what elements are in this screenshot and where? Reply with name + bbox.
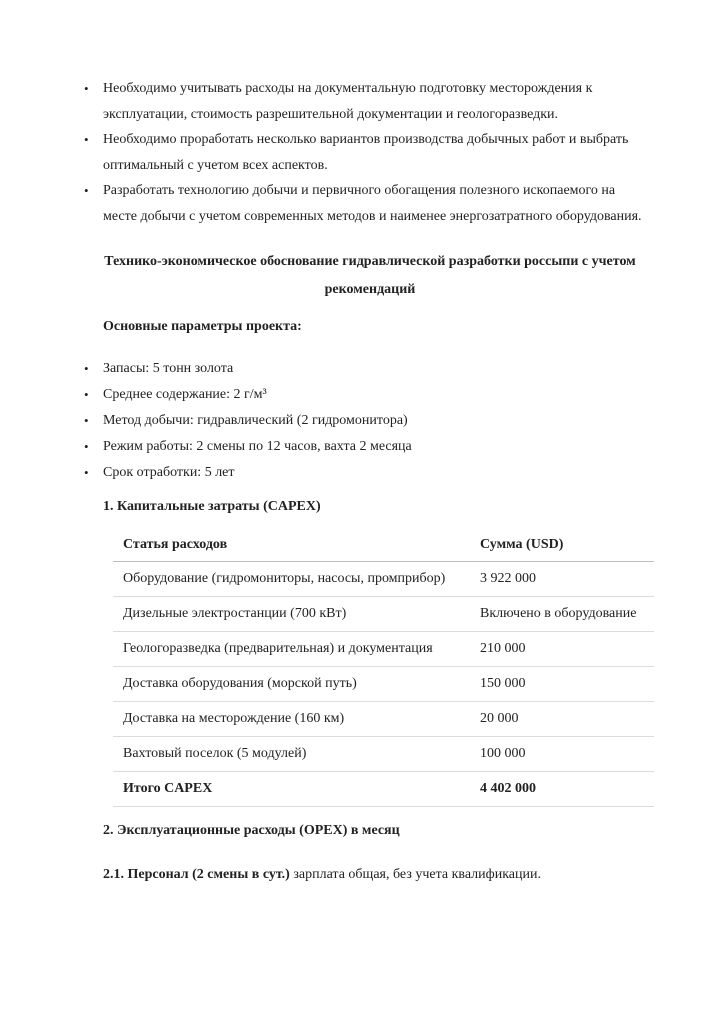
cell-amount: 150 000 [470, 667, 654, 702]
cell-amount: Включено в оборудование [470, 597, 654, 632]
list-item-text-line: месте добычи с учетом современных методов и наименее энергозатратного оборудования. [103, 208, 642, 224]
cell-item: Доставка оборудования (морской путь) [113, 667, 470, 702]
document-title [80, 248, 660, 304]
column-header-item: Статья расходов [113, 528, 470, 562]
cell-amount: 210 000 [470, 632, 654, 667]
cell-amount: 100 000 [470, 737, 654, 772]
list-item [80, 382, 680, 408]
capex-heading: 1. Капитальные затраты (CAPEX) [103, 499, 321, 514]
list-item-text-line: Необходимо проработать несколько вариантов производства добычных работ и выбрать [103, 132, 629, 147]
bullet-icon: • [84, 439, 89, 454]
bullet-icon: • [84, 361, 89, 376]
intro-bullet-list [80, 76, 680, 229]
params-bullet-list [80, 356, 680, 486]
cell-total-amount: 4 402 000 [470, 772, 654, 807]
cell-amount: 3 922 000 [470, 562, 654, 597]
cell-total-label: Итого CAPEX [113, 772, 470, 807]
bullet-icon: • [84, 413, 89, 428]
table-row [113, 702, 654, 737]
table-row [113, 562, 654, 597]
personnel-text: зарплата общая, без учета квалификации. [289, 867, 541, 882]
table-row [113, 632, 654, 667]
list-item [80, 460, 680, 486]
table-row [113, 597, 654, 632]
capex-table [113, 528, 654, 807]
cell-item: Оборудование (гидромониторы, насосы, промприбор) [113, 562, 470, 597]
list-item [80, 356, 680, 382]
personnel-paragraph [103, 867, 541, 883]
bullet-icon: • [84, 465, 89, 480]
personnel-label: 2.1. Персонал (2 смены в сут.) [103, 867, 290, 882]
cell-item: Геологоразведка (предварительная) и документация [113, 632, 470, 667]
table-total-row [113, 772, 654, 807]
list-item-text-line: Разработать технологию добычи и первичного обогащения полезного ископаемого на [103, 183, 616, 198]
list-item-text: Метод добычи: гидравлический (2 гидромонитора) [103, 413, 408, 428]
cell-amount: 20 000 [470, 702, 654, 737]
opex-heading: 2. Эксплуатационные расходы (OPEX) в месяц [103, 823, 400, 838]
list-item [80, 178, 680, 229]
list-item-text: Запасы: 5 тонн золота [103, 361, 234, 376]
list-item-text-line: Необходимо учитывать расходы на документальную подготовку месторождения к [103, 81, 593, 96]
table-row [113, 667, 654, 702]
table-header-row [113, 528, 654, 562]
list-item [80, 408, 680, 434]
list-item [80, 434, 680, 460]
document-title-line: рекомендаций [324, 282, 416, 297]
list-item-text-line: эксплуатации, стоимость разрешительной документации и геологоразведки. [103, 106, 559, 122]
list-item [80, 76, 680, 127]
bullet-icon: • [84, 132, 89, 147]
bullet-icon: • [84, 387, 89, 402]
list-item [80, 127, 680, 178]
list-item-text: Среднее содержание: 2 г/м³ [103, 387, 267, 402]
params-heading: Основные параметры проекта: [103, 319, 302, 334]
table-row [113, 737, 654, 772]
cell-item: Дизельные электростанции (700 кВт) [113, 597, 470, 632]
column-header-amount: Сумма (USD) [470, 528, 654, 562]
list-item-text: Режим работы: 2 смены по 12 часов, вахта 2 месяца [103, 439, 412, 454]
list-item-text-line: оптимальный с учетом всех аспектов. [103, 157, 328, 173]
cell-item: Доставка на месторождение (160 км) [113, 702, 470, 737]
document-title-line: Технико-экономическое обоснование гидравлической разработки россыпи с учетом [104, 254, 636, 269]
bullet-icon: • [84, 183, 89, 198]
bullet-icon: • [84, 81, 89, 96]
list-item-text: Срок отработки: 5 лет [103, 465, 235, 480]
cell-item: Вахтовый поселок (5 модулей) [113, 737, 470, 772]
